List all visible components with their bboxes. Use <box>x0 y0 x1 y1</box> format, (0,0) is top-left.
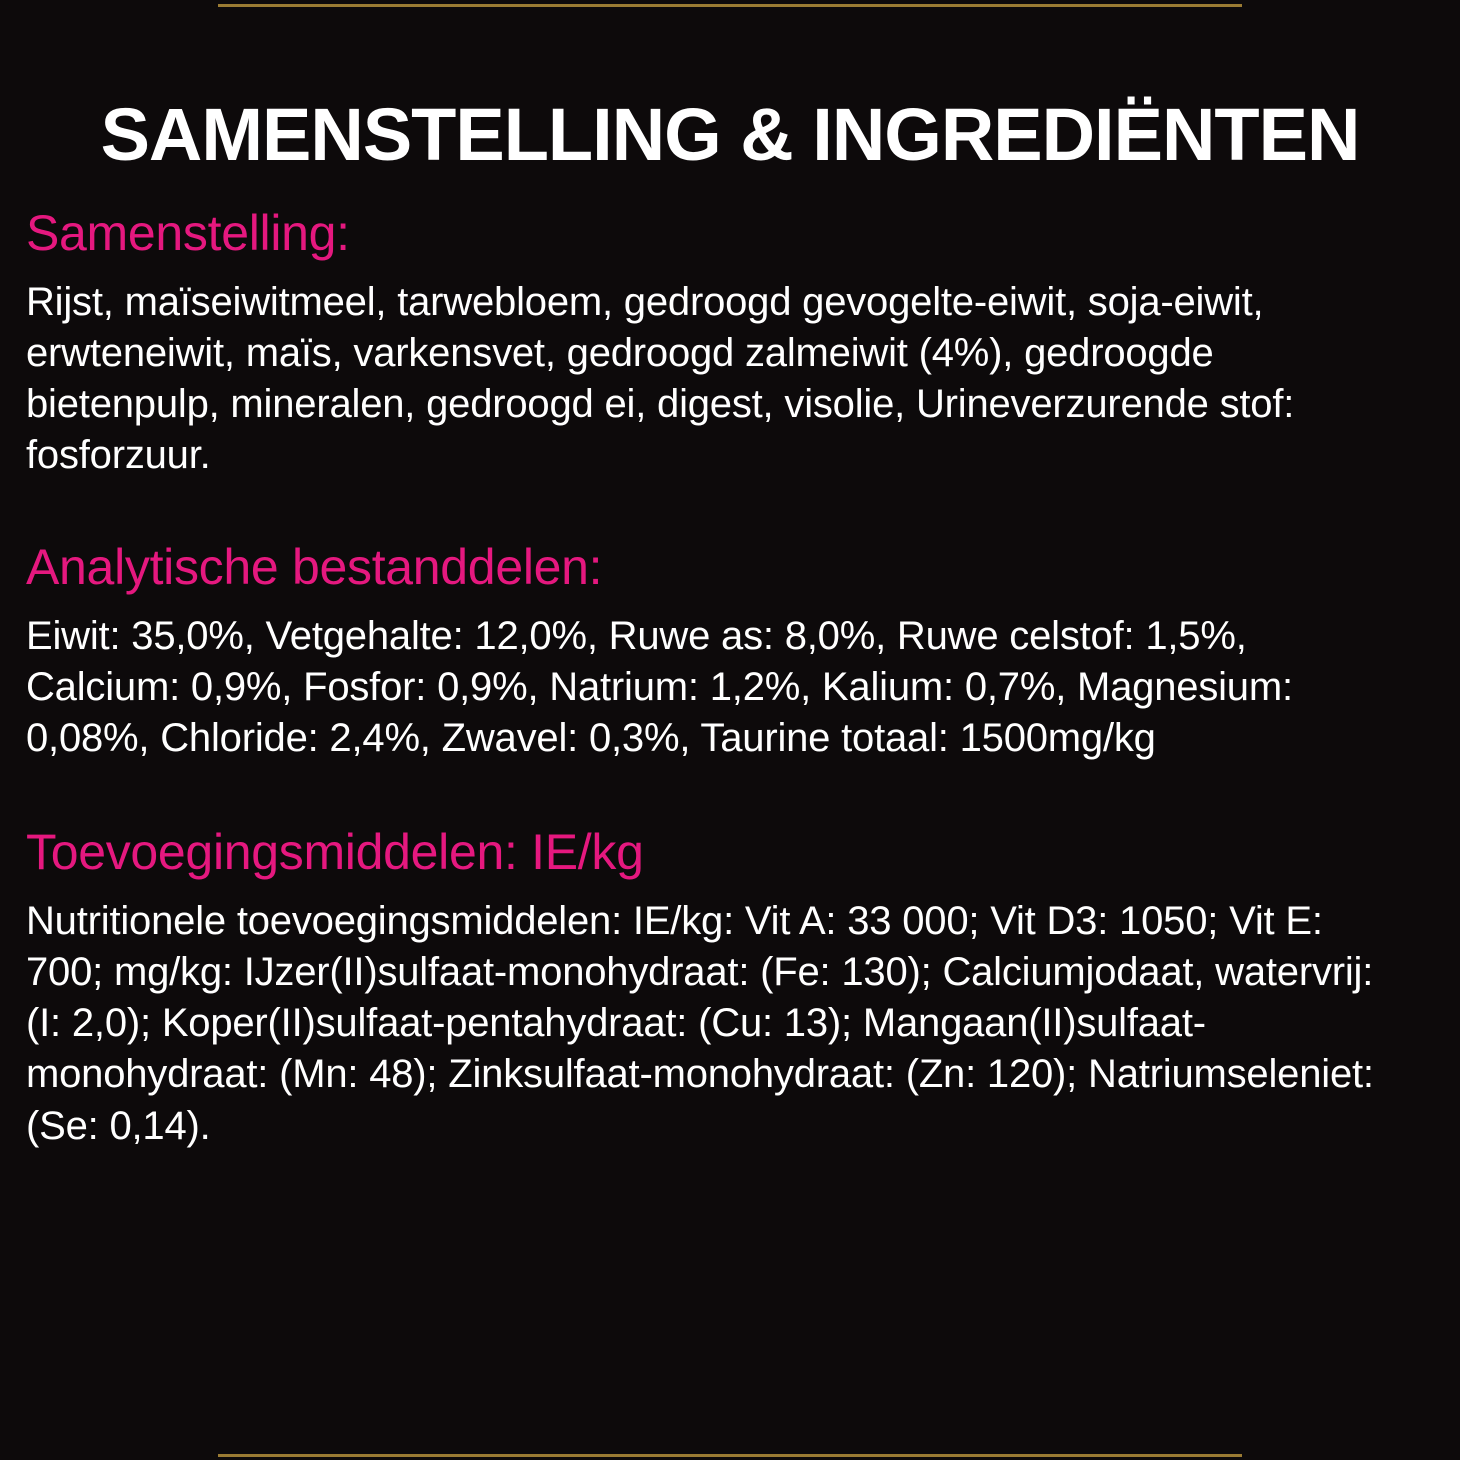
top-divider-rule <box>218 4 1242 7</box>
section-heading-toevoegingsmiddelen: Toevoegingsmiddelen: IE/kg <box>26 824 644 881</box>
section-body-analytische-bestanddelen: Eiwit: 35,0%, Vetgehalte: 12,0%, Ruwe as: 8,0%, Ruwe celstof: 1,5%, Calcium: 0,9%, Fosfor: 0,9%, Natrium: 1,2%, Kalium: 0,7%, Magnesium: 0,08%, Chloride: 2,4%, Zwavel: 0,3%, Taurine totaal: 1500mg/kg <box>26 613 1293 761</box>
section-body-samenstelling: Rijst, maïseiwitmeel, tarwebloem, gedroogd gevogelte-eiwit, soja-eiwit, erwteneiwit, maïs, varkensvet, gedroogd zalmeiwit (4%), gedroogde bietenpulp, mineralen, gedroogd ei, digest, visolie, Urineverzurende stof: fosforzuur. <box>26 279 1295 478</box>
section-toevoegingsmiddelen <box>26 824 1426 1151</box>
bottom-divider-rule <box>218 1454 1242 1457</box>
section-samenstelling <box>26 205 1426 481</box>
page-title: SAMENSTELLING & INGREDIËNTEN <box>100 92 1360 176</box>
section-heading-samenstelling: Samenstelling: <box>26 205 350 261</box>
section-analytische-bestanddelen <box>26 539 1426 764</box>
section-body-toevoegingsmiddelen: Nutritionele toevoegingsmiddelen: IE/kg: Vit A: 33 000; Vit D3: 1050; Vit E: 700; mg/kg: IJzer(II)sulfaat-monohydraat: (Fe: 130); Calciumjodaat, watervrij: (I: 2,0); Koper(II)sulfaat-pentahydraat: (Cu: 13); Mangaan(II)sulfaat-monohydraat: (Mn: 48); Zinksulfaat-monohydraat: (Zn: 120); Natriumseleniet: (Se: 0,14). <box>26 898 1374 1148</box>
section-heading-analytische-bestanddelen: Analytische bestanddelen: <box>26 539 603 596</box>
sections-container <box>26 205 1426 1198</box>
